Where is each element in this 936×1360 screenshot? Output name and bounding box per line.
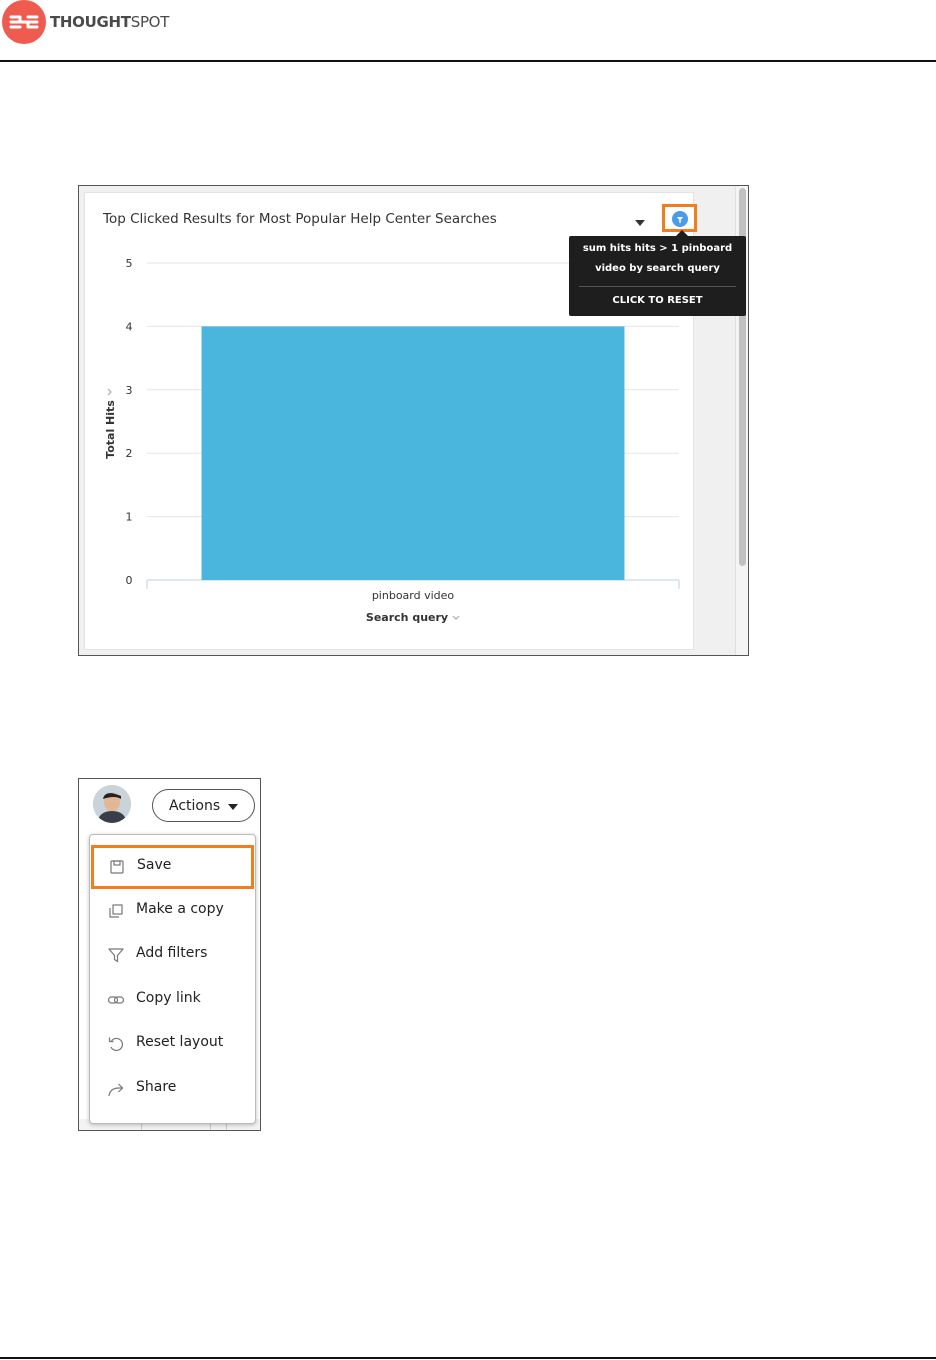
menu-item-label: Reset layout (136, 1034, 224, 1050)
y-tick-label: 4 (125, 320, 133, 334)
y-axis-chevron-icon (108, 389, 111, 395)
actions-menu-screenshot (78, 778, 261, 1131)
footer-divider (0, 1357, 936, 1359)
x-axis-chevron-icon (453, 616, 459, 619)
menu-item-label: Save (137, 857, 172, 873)
header-divider (0, 60, 936, 62)
actions-dropdown-menu (89, 834, 256, 1124)
copy-icon (107, 902, 125, 920)
y-axis-title: Total Hits (104, 400, 117, 459)
filter-icon (107, 946, 125, 964)
share-icon (107, 1080, 125, 1098)
menu-item-label: Copy link (136, 990, 201, 1006)
menu-item-share[interactable] (91, 1067, 254, 1111)
click-to-reset-link[interactable]: CLICK TO RESET (612, 295, 703, 306)
y-tick-label: 0 (125, 574, 133, 587)
y-tick-label: 2 (125, 447, 133, 461)
menu-item-reset-layout[interactable] (91, 1022, 254, 1066)
tooltip-divider (579, 286, 736, 287)
menu-item-label: Make a copy (136, 901, 224, 917)
filter-tooltip (569, 236, 746, 316)
menu-item-add-filters[interactable] (91, 933, 254, 977)
brand-name-light: SPOT (130, 13, 170, 31)
bar (202, 326, 625, 580)
reset-icon (107, 1035, 125, 1053)
tooltip-line-2: video by search query (595, 263, 720, 274)
chart-title: Top Clicked Results for Most Popular Help Center Searches (103, 211, 497, 227)
brand-name (50, 13, 169, 31)
actions-button[interactable] (152, 789, 255, 822)
menu-item-make-a-copy[interactable] (91, 889, 254, 933)
menu-item-label: Add filters (136, 945, 208, 961)
menu-item-label: Share (136, 1079, 177, 1095)
menu-item-copy-link[interactable] (91, 978, 254, 1022)
actions-button-label: Actions (169, 798, 221, 814)
y-tick-label: 5 (125, 257, 133, 270)
brand-name-bold: THOUGHT (50, 13, 131, 31)
save-icon (108, 858, 126, 876)
user-avatar[interactable] (93, 785, 131, 823)
chart-screenshot (78, 185, 749, 656)
thoughtspot-logo-icon (2, 0, 46, 44)
y-tick-label: 3 (125, 383, 133, 397)
menu-item-save[interactable] (91, 845, 254, 889)
x-tick-label: pinboard video (371, 589, 455, 602)
y-tick-label: 1 (125, 510, 133, 524)
page-header (0, 0, 936, 62)
link-icon (107, 991, 125, 1009)
chevron-down-icon (228, 804, 238, 810)
x-axis-title: Search query (365, 611, 449, 624)
tooltip-line-1: sum hits hits > 1 pinboard (582, 243, 733, 254)
